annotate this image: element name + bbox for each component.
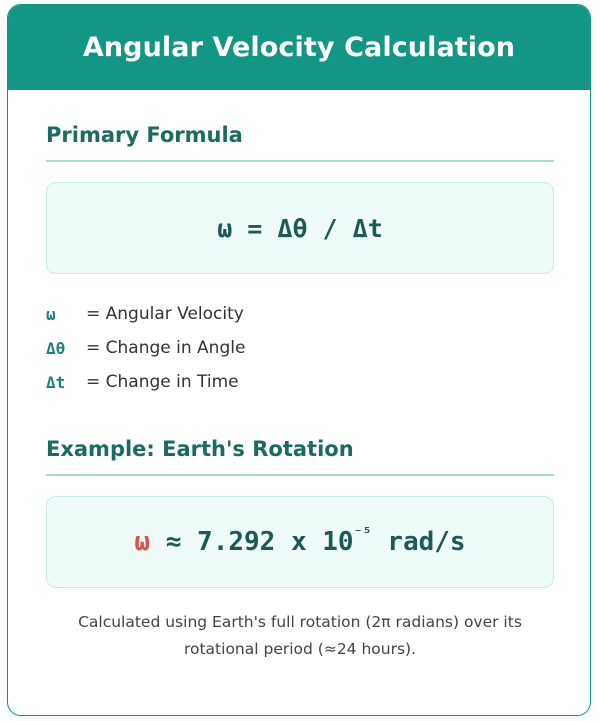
card-header [8,5,590,90]
exponent: ⁻⁵ [353,524,372,542]
legend-description: = Angular Velocity [86,304,244,324]
omega-symbol: ω [134,527,151,557]
example-result-box [46,496,554,588]
primary-formula-box [46,182,554,274]
example-result [134,524,466,557]
page-title: Angular Velocity Calculation [82,32,516,63]
calculation-note: Calculated using Earth's full rotation (2π radians) over its rotational period (≈24 hours). [78,613,522,658]
legend-symbol: ω [46,304,56,324]
primary-formula: ω = Δθ / Δt [217,213,383,243]
legend-symbol: Δθ [46,338,66,358]
section-divider [46,160,554,162]
legend-item [46,331,245,365]
variable-legend [46,297,245,399]
legend-item [46,365,245,399]
legend-description: = Change in Angle [86,338,246,358]
legend-description: = Change in Time [86,372,239,392]
primary-formula-heading: Primary Formula [46,123,243,147]
example-heading: Example: Earth's Rotation [46,437,354,461]
unit-label: rad/s [371,527,466,557]
section-divider [46,474,554,476]
angular-velocity-card [7,4,591,716]
approx-value: ≈ 7.292 x 10 [150,527,354,557]
legend-symbol: Δt [46,372,66,392]
legend-item [46,297,245,331]
